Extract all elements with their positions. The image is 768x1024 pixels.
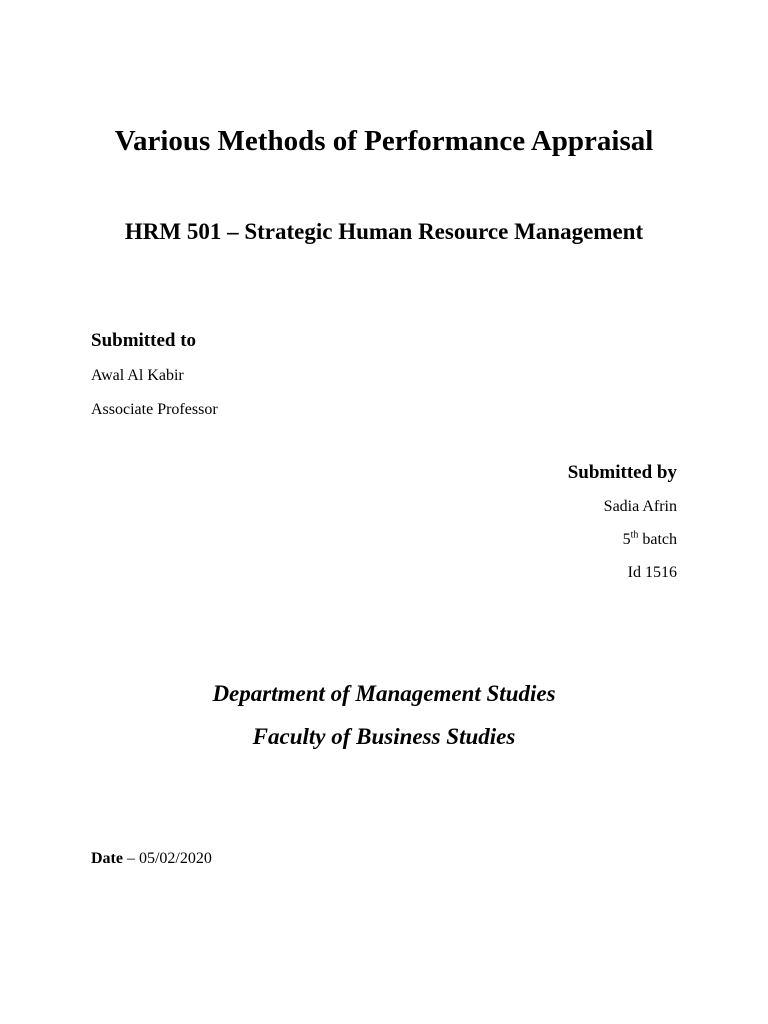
batch-suffix: th	[630, 529, 639, 541]
date-label: Date	[91, 850, 123, 867]
batch-word: batch	[638, 531, 677, 548]
date-line	[91, 850, 212, 868]
date-separator: –	[122, 850, 139, 867]
course-title: HRM 501 – Strategic Human Resource Management	[124, 219, 644, 244]
submitted-to-heading: Submitted to	[91, 330, 197, 351]
submitted-by-id: Id 1516	[627, 564, 677, 581]
submitted-by-batch	[623, 531, 677, 549]
date-value: 05/02/2020	[138, 850, 212, 867]
faculty-name: Faculty of Business Studies	[252, 724, 516, 749]
submitted-by-heading: Submitted by	[567, 462, 677, 483]
department-name: Department of Management Studies	[212, 681, 556, 706]
submitted-by-name: Sadia Afrin	[603, 498, 677, 515]
submitted-to-designation: Associate Professor	[91, 401, 218, 418]
submitted-to-name: Awal Al Kabir	[91, 367, 184, 384]
document-title: Various Methods of Performance Appraisal	[114, 125, 654, 157]
batch-number: 5	[622, 531, 631, 548]
